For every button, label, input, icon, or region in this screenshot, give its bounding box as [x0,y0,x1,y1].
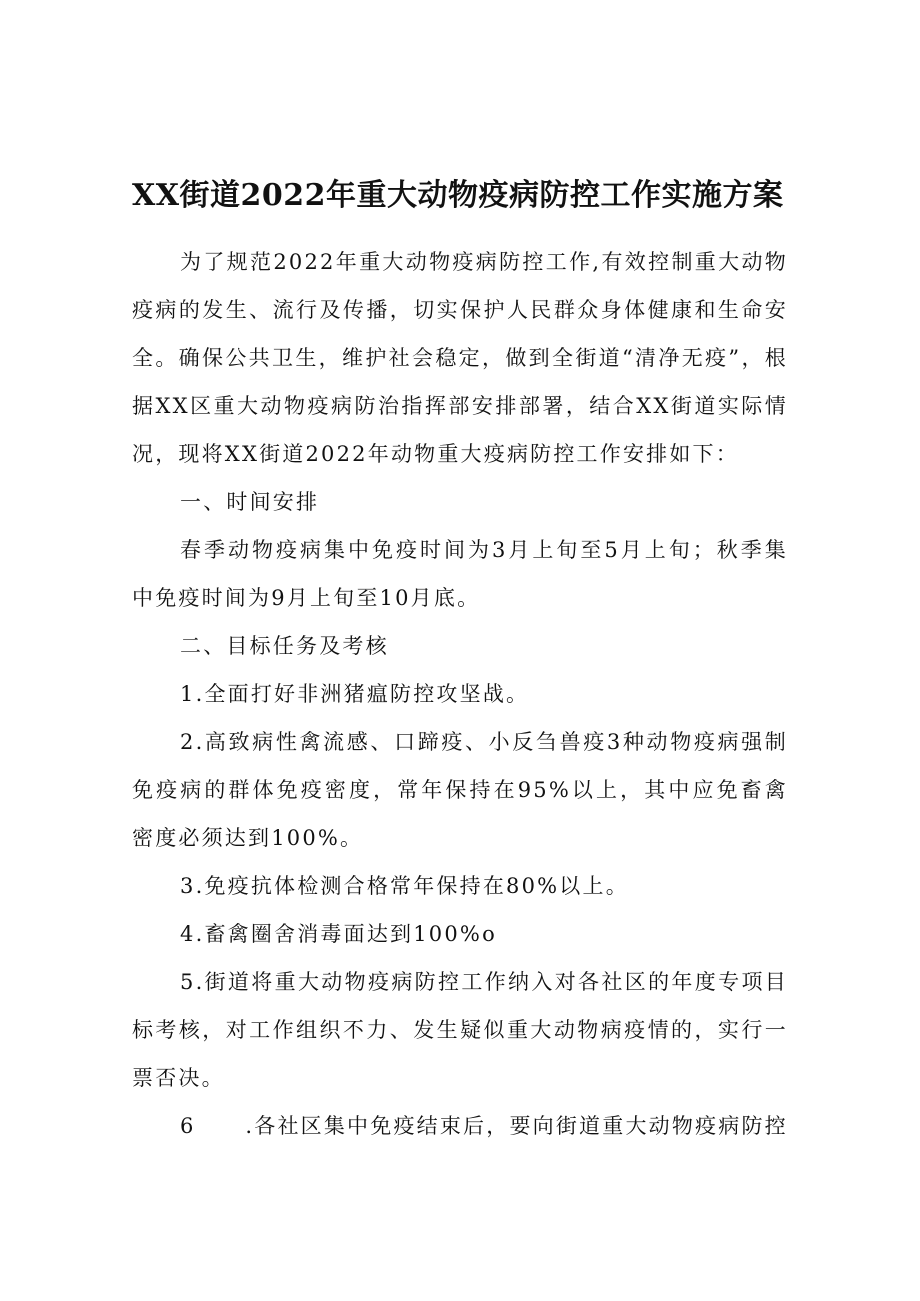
list-item-number: 5 [180,970,196,994]
document-title: XX街道2022年重大动物疫病防控工作实施方案 [132,178,784,213]
section-heading-targets: 二、目标任务及考核 [180,634,389,658]
list-item [132,910,788,958]
intro-paragraph: 为了规范2022年重大动物疫病防控工作,有效控制重大动物疫病的发生、流行及传播，切实保护人民群众身体健康和生命安全。确保公共卫生，维护社会稳定，做到全街道“清净无疫”，根据XX区重大动物疫病防治指挥部安排部署，结合XX街道实际情况，现将XX街道2022年动物重大疫病防控工作安排如下： [132,250,788,466]
list-item-number: 6 [180,1114,194,1138]
list-item-text: .畜禽圈舍消毒面达到100%o [195,922,497,946]
list-item-text: .街道将重大动物疫病防控工作纳入对各社区的年度专项目标考核，对工作组织不力、发生疑似重大动物病疫情的，实行一票否决。 [132,970,788,1090]
list-item [132,718,788,862]
section-time-paragraph: 春季动物疫病集中免疫时间为3月上旬至5月上旬；秋季集中免疫时间为9月上旬至10月底。 [132,538,788,610]
list-item [132,862,788,910]
list-item [132,958,788,1102]
list-item-number: 4 [180,922,196,946]
list-item-text: .高致病性禽流感、口蹄疫、小反刍兽疫3种动物疫病强制免疫病的群体免疫密度，常年保持在95%以上，其中应免畜禽密度必须达到100%。 [132,730,788,850]
list-item-text: .各社区集中免疫结束后，要向街道重大动物疫病防控 [245,1114,788,1138]
list-item-text: .免疫抗体检测合格常年保持在80%以上。 [195,874,629,898]
list-item [132,1102,788,1150]
section-heading-time: 一、时间安排 [180,490,320,514]
list-item-number: 3 [180,874,196,898]
list-item-number: 1 [180,682,196,706]
list-item-text: .全面打好非洲猪瘟防控攻坚战。 [195,682,530,706]
list-item [132,670,788,718]
document-body [132,238,788,1150]
list-item-number: 2 [180,730,196,754]
